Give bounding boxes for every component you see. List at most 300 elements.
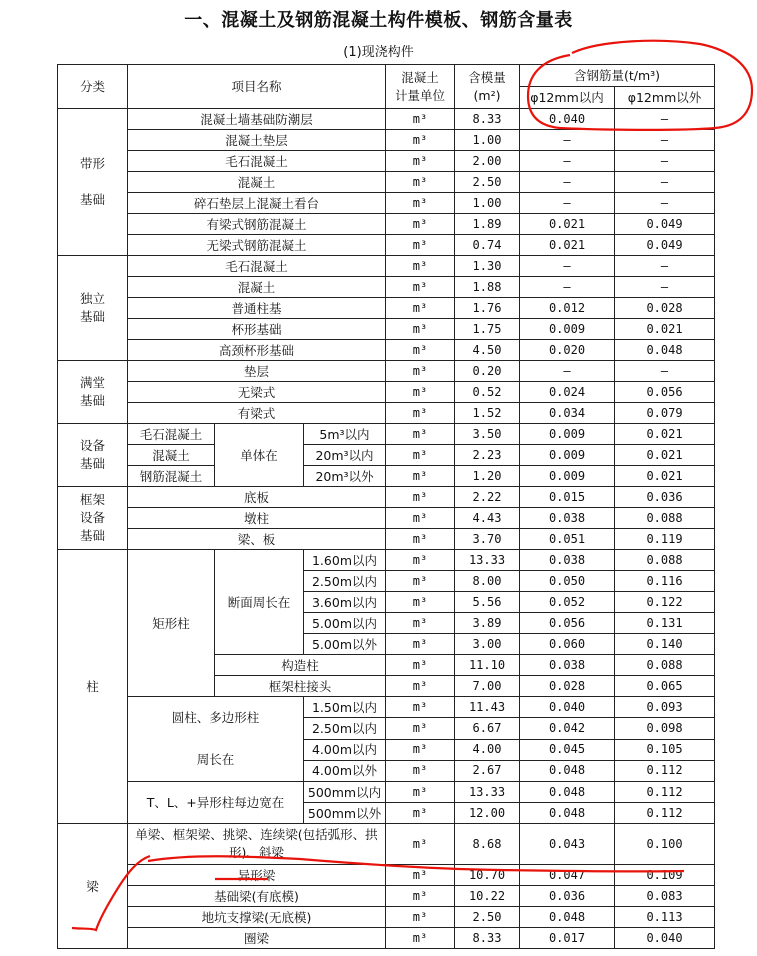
cell-text: 0.036 xyxy=(548,888,586,903)
steel-under-cell xyxy=(520,928,615,949)
cell-text: 0.048 xyxy=(548,763,586,778)
steel-over-cell xyxy=(615,824,715,865)
cell-text: — xyxy=(660,153,669,168)
table-row xyxy=(58,298,715,319)
cell-text: m³ xyxy=(412,489,428,504)
item-name-cell xyxy=(128,403,386,424)
cell-text: 地坑支撑梁(无底模) xyxy=(201,909,312,925)
cell-text: 8.68 xyxy=(472,836,502,851)
item-name-cell xyxy=(128,824,386,865)
cell-text: 7.00 xyxy=(472,678,502,693)
unit-cell xyxy=(386,508,455,529)
steel-over-cell xyxy=(615,151,715,172)
formwork-cell xyxy=(455,739,520,760)
steel-under-cell xyxy=(520,697,615,718)
cell-text: m³ xyxy=(412,216,428,231)
steel-over-cell xyxy=(615,256,715,277)
steel-under-cell xyxy=(520,907,615,928)
item-name-cell xyxy=(128,319,386,340)
cell-text: 0.052 xyxy=(548,594,586,609)
steel-over-cell xyxy=(615,403,715,424)
formwork-cell xyxy=(455,340,520,361)
cell-text: 3.60m以内 xyxy=(311,594,377,610)
steel-over-cell xyxy=(615,571,715,592)
item-name-cell xyxy=(128,130,386,151)
cell-text: m³ xyxy=(412,258,428,273)
cell-text: 0.056 xyxy=(548,615,586,630)
steel-over-cell xyxy=(615,130,715,151)
unit-cell xyxy=(386,760,455,781)
cell-text: 0.083 xyxy=(646,888,683,903)
steel-over-cell xyxy=(615,319,715,340)
steel-over-cell xyxy=(615,634,715,655)
cell-text: 5m³以内 xyxy=(319,426,370,442)
cell-text: 杯形基础 xyxy=(231,321,282,337)
steel-under-cell xyxy=(520,277,615,298)
formwork-cell xyxy=(455,109,520,130)
steel-over-cell xyxy=(615,340,715,361)
unit-cell xyxy=(386,613,455,634)
round-column-label xyxy=(128,697,304,782)
table-row xyxy=(58,193,715,214)
unit-cell xyxy=(386,466,455,487)
steel-over-cell xyxy=(615,424,715,445)
steel-under-cell xyxy=(520,739,615,760)
table-row xyxy=(58,214,715,235)
cell-text: m³ xyxy=(412,784,428,799)
item-name-cell xyxy=(128,382,386,403)
cell-text: m³ xyxy=(412,384,428,399)
cell-text: 有梁式 xyxy=(237,405,276,421)
table-row xyxy=(58,466,715,487)
steel-over-cell xyxy=(615,782,715,803)
steel-over-cell xyxy=(615,382,715,403)
cell-text: 0.52 xyxy=(472,384,502,399)
steel-over-cell xyxy=(615,655,715,676)
table-row xyxy=(58,382,715,403)
unit-cell xyxy=(386,697,455,718)
unit-cell xyxy=(386,382,455,403)
single-volume-label xyxy=(215,424,304,487)
steel-under-cell xyxy=(520,172,615,193)
cell-text: 0.020 xyxy=(548,342,586,357)
formwork-cell xyxy=(455,928,520,949)
cell-text: 0.113 xyxy=(646,909,683,924)
item-name-cell xyxy=(128,277,386,298)
cell-text: φ12mm以内 xyxy=(530,90,604,105)
material-cell xyxy=(128,424,215,445)
cell-text: 0.028 xyxy=(646,300,683,315)
group-raft-foundation xyxy=(58,361,128,424)
size-cell xyxy=(304,571,386,592)
cell-text: 0.119 xyxy=(646,531,683,546)
cell-text: — xyxy=(660,195,669,210)
group-beam xyxy=(58,824,128,949)
cell-text: 钢筋混凝土 xyxy=(139,468,203,484)
content-table xyxy=(57,64,715,949)
steel-under-cell xyxy=(520,361,615,382)
cell-text: 断面周长在 xyxy=(227,594,291,610)
cell-text: 0.048 xyxy=(548,805,586,820)
cell-text: 4.00m以内 xyxy=(311,742,377,758)
cell-text: 0.048 xyxy=(548,784,586,799)
cell-text: m³ xyxy=(412,888,428,903)
unit-cell xyxy=(386,634,455,655)
cell-text: 8.33 xyxy=(472,111,502,126)
steel-over-cell xyxy=(615,277,715,298)
cell-text: 13.33 xyxy=(468,784,506,799)
item-name-cell xyxy=(128,214,386,235)
cell-text: 混凝土 xyxy=(237,174,276,190)
cell-text: 构造柱 xyxy=(281,657,319,673)
steel-under-cell xyxy=(520,424,615,445)
group-equipment-foundation xyxy=(58,424,128,487)
steel-over-cell xyxy=(615,487,715,508)
unit-cell xyxy=(386,592,455,613)
cell-text: 0.021 xyxy=(548,216,586,231)
unit-cell xyxy=(386,277,455,298)
cell-text: 柱 xyxy=(86,679,99,694)
steel-over-cell xyxy=(615,676,715,697)
cell-text: 0.024 xyxy=(548,384,586,399)
steel-under-cell xyxy=(520,782,615,803)
cell-text: 20m³以外 xyxy=(315,468,374,484)
cell-text: 0.079 xyxy=(646,405,683,420)
item-name-header xyxy=(128,65,386,109)
steel-under-cell xyxy=(520,550,615,571)
cell-text: m³ xyxy=(412,405,428,420)
item-name-cell xyxy=(128,340,386,361)
cell-text: 梁 xyxy=(86,878,99,894)
item-name-cell xyxy=(128,529,386,550)
cell-text: 0.009 xyxy=(548,447,586,462)
item-name-cell xyxy=(128,907,386,928)
cell-text: 0.20 xyxy=(472,363,502,378)
size-cell xyxy=(304,445,386,466)
cell-text: 13.33 xyxy=(468,552,506,567)
item-name-cell xyxy=(215,655,386,676)
cell-text: — xyxy=(563,195,571,210)
cell-text: 0.122 xyxy=(646,594,683,609)
cell-text: 0.012 xyxy=(548,300,586,315)
cell-text: 3.70 xyxy=(472,531,502,546)
size-cell xyxy=(304,424,386,445)
steel-over-cell xyxy=(615,361,715,382)
cell-text: 0.042 xyxy=(548,720,586,735)
cell-text: m³ xyxy=(412,636,428,651)
cell-text: m³ xyxy=(412,195,428,210)
item-name-cell xyxy=(128,886,386,907)
cell-text: 项目名称 xyxy=(231,79,282,94)
cell-text: m³ xyxy=(412,510,428,525)
cell-text: — xyxy=(563,153,571,168)
formwork-cell xyxy=(455,487,520,508)
formwork-cell xyxy=(455,298,520,319)
cell-text: 无梁式钢筋混凝土 xyxy=(206,237,307,253)
unit-cell xyxy=(386,172,455,193)
unit-cell xyxy=(386,739,455,760)
formwork-cell xyxy=(455,676,520,697)
steel-over-header xyxy=(615,87,715,109)
steel-over-cell xyxy=(615,886,715,907)
cell-text: 0.088 xyxy=(646,657,683,672)
steel-under-cell xyxy=(520,298,615,319)
tl-column-label xyxy=(128,782,304,824)
material-cell xyxy=(128,445,215,466)
steel-under-cell xyxy=(520,529,615,550)
cell-text: 4.00 xyxy=(472,742,502,757)
formwork-cell xyxy=(455,529,520,550)
cell-text: 2.50 xyxy=(472,174,502,189)
unit-cell xyxy=(386,445,455,466)
cell-text: 0.021 xyxy=(646,426,683,441)
cell-text: 毛石混凝土 xyxy=(139,426,203,442)
cell-text: 0.021 xyxy=(646,321,683,336)
cell-text: 0.131 xyxy=(646,615,683,630)
item-name-cell xyxy=(128,151,386,172)
table-row xyxy=(58,907,715,928)
steel-under-cell xyxy=(520,592,615,613)
cell-text: 0.105 xyxy=(646,742,683,757)
cell-text: 4.50 xyxy=(472,342,502,357)
cell-text: 单体在 xyxy=(240,447,278,463)
cell-text: m³ xyxy=(412,678,428,693)
cell-text: m³ xyxy=(412,279,428,294)
formwork-cell xyxy=(455,445,520,466)
size-cell xyxy=(304,803,386,824)
cell-text: m³ xyxy=(412,930,428,945)
formwork-cell xyxy=(455,886,520,907)
unit-cell xyxy=(386,109,455,130)
item-name-cell xyxy=(215,676,386,697)
cell-text: 0.093 xyxy=(646,699,683,714)
steel-under-cell xyxy=(520,508,615,529)
cell-text: 无梁式 xyxy=(237,384,276,400)
formwork-cell xyxy=(455,655,520,676)
cell-text: — xyxy=(563,258,571,273)
formwork-cell xyxy=(455,256,520,277)
cell-text: φ12mm以外 xyxy=(627,90,702,105)
steel-under-cell xyxy=(520,214,615,235)
cell-text: 0.038 xyxy=(548,657,586,672)
cell-text: m³ xyxy=(412,742,428,757)
table-row xyxy=(58,172,715,193)
cell-text: 梁、板 xyxy=(237,531,276,547)
cell-text: 0.048 xyxy=(646,342,683,357)
steel-over-cell xyxy=(615,928,715,949)
cell-text: 1.00 xyxy=(472,195,502,210)
cell-text: 11.43 xyxy=(468,699,506,714)
cell-text: 1.50m以内 xyxy=(311,699,377,715)
formwork-cell xyxy=(455,319,520,340)
unit-cell xyxy=(386,803,455,824)
formwork-cell xyxy=(455,466,520,487)
steel-under-cell xyxy=(520,760,615,781)
table-row xyxy=(58,487,715,508)
cell-text: — xyxy=(563,174,571,189)
item-name-cell xyxy=(128,172,386,193)
cell-text: m³ xyxy=(412,805,428,820)
steel-under-cell xyxy=(520,151,615,172)
item-name-cell xyxy=(128,109,386,130)
cell-text: 500mm以外 xyxy=(307,805,382,821)
cell-text: T、L、+异形柱每边宽在 xyxy=(146,795,285,810)
cell-text: 设备 基础 xyxy=(79,438,105,471)
cell-text: 0.009 xyxy=(548,321,586,336)
unit-cell xyxy=(386,865,455,886)
cell-text: m³ xyxy=(412,174,428,189)
formwork-cell xyxy=(455,424,520,445)
steel-over-cell xyxy=(615,718,715,739)
steel-under-cell xyxy=(520,803,615,824)
size-cell xyxy=(304,760,386,781)
cell-text: 2.50m以内 xyxy=(311,573,377,589)
cell-text: (m²) xyxy=(473,87,501,103)
cell-text: 周长在 xyxy=(196,752,235,767)
formwork-cell xyxy=(455,277,520,298)
formwork-cell xyxy=(455,865,520,886)
steel-over-cell xyxy=(615,865,715,886)
cell-text: 8.33 xyxy=(472,930,502,945)
cell-text: 独立 基础 xyxy=(79,291,105,324)
cell-text: 框架 设备 基础 xyxy=(79,492,105,543)
cell-text: m³ xyxy=(412,468,428,483)
unit-cell xyxy=(386,718,455,739)
cell-text: m³ xyxy=(412,153,428,168)
steel-under-cell xyxy=(520,655,615,676)
cell-text: 高颈杯形基础 xyxy=(218,342,294,358)
steel-over-cell xyxy=(615,803,715,824)
unit-cell xyxy=(386,235,455,256)
steel-under-cell xyxy=(520,256,615,277)
cell-text: 0.051 xyxy=(548,531,586,546)
steel-over-cell xyxy=(615,739,715,760)
cell-text: — xyxy=(660,111,669,126)
cell-text: m³ xyxy=(412,342,428,357)
steel-over-cell xyxy=(615,697,715,718)
item-name-cell xyxy=(128,256,386,277)
size-cell xyxy=(304,550,386,571)
cell-text: 3.89 xyxy=(472,615,502,630)
size-cell xyxy=(304,739,386,760)
steel-over-cell xyxy=(615,214,715,235)
formwork-cell xyxy=(455,193,520,214)
cell-text: 0.021 xyxy=(548,237,586,252)
unit-cell xyxy=(386,214,455,235)
steel-over-cell xyxy=(615,466,715,487)
cell-text: 2.23 xyxy=(472,447,502,462)
cell-text: 满堂 基础 xyxy=(79,375,105,408)
table-row xyxy=(58,109,715,130)
table-row xyxy=(58,865,715,886)
cell-text: m³ xyxy=(412,763,428,778)
cell-text: 1.75 xyxy=(472,321,502,336)
item-name-cell xyxy=(128,298,386,319)
formwork-cell xyxy=(455,130,520,151)
cell-text: 2.50m以内 xyxy=(311,720,377,736)
steel-under-cell xyxy=(520,382,615,403)
formwork-cell xyxy=(455,508,520,529)
unit-cell xyxy=(386,824,455,865)
cell-text: 圈梁 xyxy=(243,930,269,946)
cell-text: 混凝土墙基础防潮层 xyxy=(200,111,313,127)
cell-text: 3.50 xyxy=(472,426,502,441)
cell-text: 0.047 xyxy=(548,867,586,882)
cell-text: 带形 基础 xyxy=(79,156,105,207)
item-name-cell xyxy=(128,361,386,382)
table-row xyxy=(58,235,715,256)
formwork-cell xyxy=(455,235,520,256)
cell-text: 1.00 xyxy=(472,132,502,147)
cell-text: m³ xyxy=(412,111,428,126)
cell-text: 5.00m以外 xyxy=(311,636,377,652)
unit-header xyxy=(386,65,455,109)
size-cell xyxy=(304,782,386,803)
steel-over-cell xyxy=(615,235,715,256)
cell-text: 含模量 xyxy=(468,69,506,85)
cell-text: 10.70 xyxy=(468,867,506,882)
unit-cell xyxy=(386,340,455,361)
formwork-cell xyxy=(455,403,520,424)
steel-over-cell xyxy=(615,613,715,634)
cell-text: 框架柱接头 xyxy=(268,678,332,694)
table-row xyxy=(58,319,715,340)
page-title: 一、混凝土及钢筋混凝土构件模板、钢筋含量表 xyxy=(184,10,573,31)
steel-over-cell xyxy=(615,550,715,571)
cell-text: 含钢筋量(t/m³) xyxy=(573,68,661,83)
cell-text: 0.043 xyxy=(548,836,586,851)
unit-cell xyxy=(386,529,455,550)
table-row xyxy=(58,928,715,949)
table-row xyxy=(58,782,715,803)
size-cell xyxy=(304,634,386,655)
cell-text: — xyxy=(660,363,669,378)
cell-text: 0.056 xyxy=(646,384,683,399)
cell-text: 0.021 xyxy=(646,468,683,483)
steel-under-cell xyxy=(520,319,615,340)
cell-text: 0.140 xyxy=(646,636,683,651)
cell-text: 混凝土 xyxy=(152,447,190,463)
formwork-cell xyxy=(455,782,520,803)
unit-cell xyxy=(386,676,455,697)
cell-text: 6.67 xyxy=(472,720,502,735)
table-row xyxy=(58,340,715,361)
unit-cell xyxy=(386,655,455,676)
size-cell xyxy=(304,697,386,718)
table-row xyxy=(58,508,715,529)
table-row xyxy=(58,550,715,571)
cell-text: 0.088 xyxy=(646,510,683,525)
steel-under-cell xyxy=(520,634,615,655)
steel-over-cell xyxy=(615,592,715,613)
group-isolated-foundation xyxy=(58,256,128,361)
cell-text: 混凝土 xyxy=(237,279,276,295)
steel-under-cell xyxy=(520,403,615,424)
cell-text: 5.00m以内 xyxy=(311,615,377,631)
cell-text: 0.109 xyxy=(646,867,683,882)
formwork-cell xyxy=(455,571,520,592)
cell-text: — xyxy=(660,258,669,273)
formwork-cell xyxy=(455,361,520,382)
steel-under-cell xyxy=(520,235,615,256)
cell-text: 0.034 xyxy=(548,405,586,420)
cell-text: m³ xyxy=(412,237,428,252)
steel-over-cell xyxy=(615,109,715,130)
cell-text: 0.065 xyxy=(646,678,683,693)
steel-under-cell xyxy=(520,613,615,634)
cell-text: m³ xyxy=(412,867,428,882)
size-cell xyxy=(304,718,386,739)
